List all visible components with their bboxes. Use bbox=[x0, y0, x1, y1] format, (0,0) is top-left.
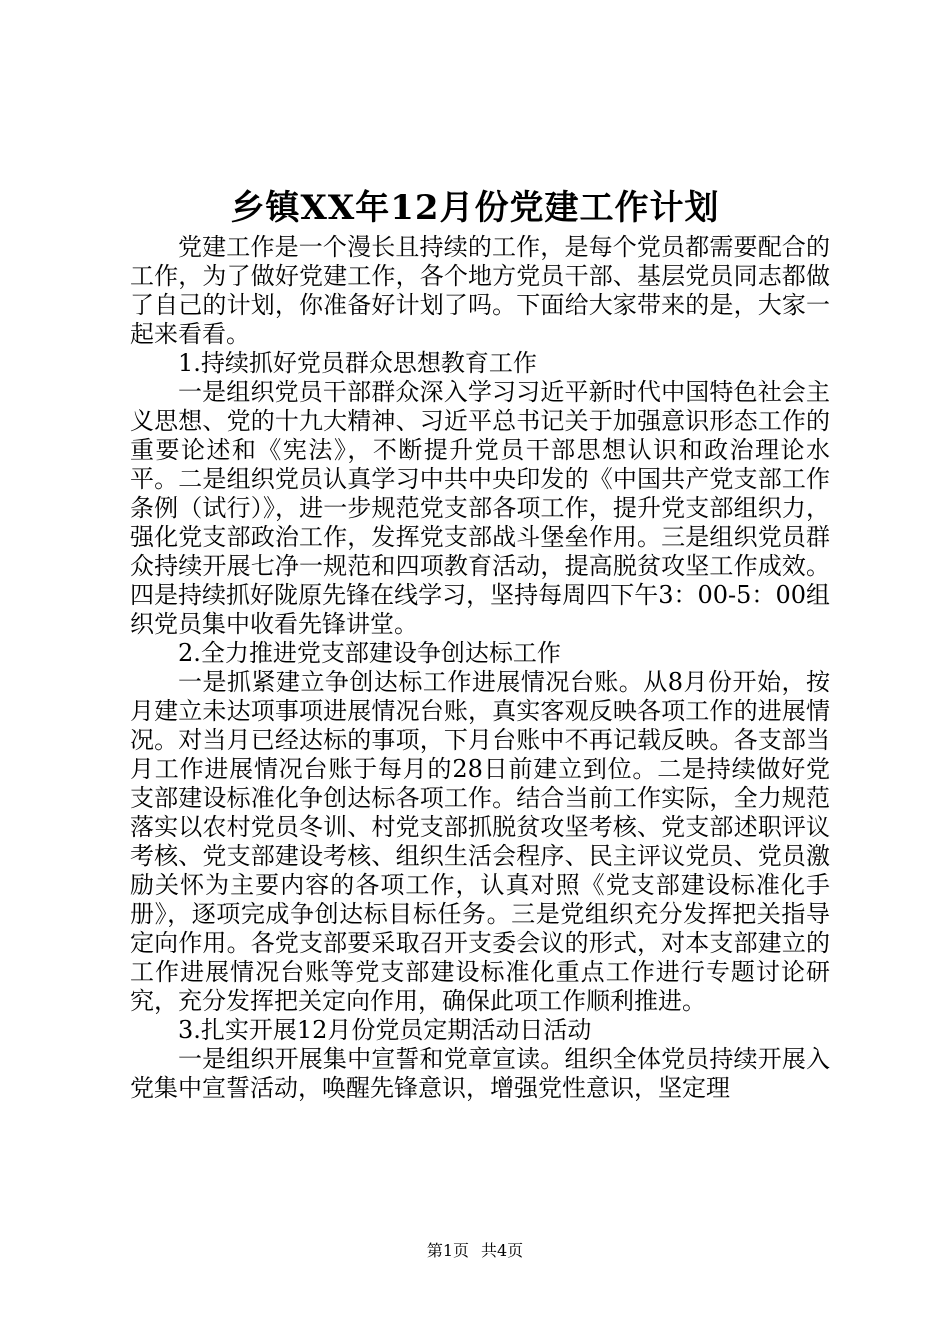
section-paragraph-3: 一是组织开展集中宣誓和党章宣读。组织全体党员持续开展入党集中宣誓活动，唤醒先锋意识，增强党性意识，坚定理 bbox=[130, 1045, 830, 1102]
page-footer bbox=[0, 1240, 950, 1262]
document-body bbox=[130, 233, 830, 1103]
section-paragraph-2: 一是抓紧建立争创达标工作进展情况台账。从8月份开始，按月建立未达项事项进展情况台账，真实客观反映各项工作的进展情况。对当月已经达标的事项，下月台账中不再记载反映。各支部当月工作进展情况台账于每月的28日前建立到位。二是持续做好党支部建设标准化争创达标各项工作。结合当前工作实际，全力规范落实以农村党员冬训、村党支部抓脱贫攻坚考核、党支部述职评议考核、党支部建设考核、组织生活会程序、民主评议党员、党员激励关怀为主要内容的各项工作，认真对照《党支部建设标准化手册》，逐项完成争创达标目标任务。三是党组织充分发挥把关指导定向作用。各党支部要采取召开支委会议的形式，对本支部建立的工作进展情况台账等党支部建设标准化重点工作进行专题讨论研究，充分发挥把关定向作用，确保此项工作顺利推进。 bbox=[130, 668, 830, 1015]
intro-paragraph: 党建工作是一个漫长且持续的工作，是每个党员都需要配合的工作，为了做好党建工作，各个地方党员干部、基层党员同志都做了自己的计划，你准备好计划了吗。下面给大家带来的是，大家一起来看看。 bbox=[130, 233, 830, 348]
page-number: 第1页 bbox=[426, 1241, 469, 1260]
section-paragraph-1: 一是组织党员干部群众深入学习习近平新时代中国特色社会主义思想、党的十九大精神、习近平总书记关于加强意识形态工作的重要论述和《宪法》，不断提升党员干部思想认识和政治理论水平。二是组织党员认真学习中共中央印发的《中国共产党支部工作条例（试行）》，进一步规范党支部各项工作，提升党支部组织力，强化党支部政治工作，发挥党支部战斗堡垒作用。三是组织党员群众持续开展七净一规范和四项教育活动，提高脱贫攻坚工作成效。四是持续抓好陇原先锋在线学习，坚持每周四下午3：00-5：00组织党员集中收看先锋讲堂。 bbox=[130, 378, 830, 638]
section-heading-3: 3.扎实开展12月份党员定期活动日活动 bbox=[178, 1016, 592, 1044]
document-title: 乡镇XX年12月份党建工作计划 bbox=[230, 188, 720, 228]
section-heading-1: 1.持续抓好党员群众思想教育工作 bbox=[178, 349, 537, 377]
section-heading-2: 2.全力推进党支部建设争创达标工作 bbox=[178, 639, 561, 667]
page-total: 共4页 bbox=[481, 1241, 524, 1260]
